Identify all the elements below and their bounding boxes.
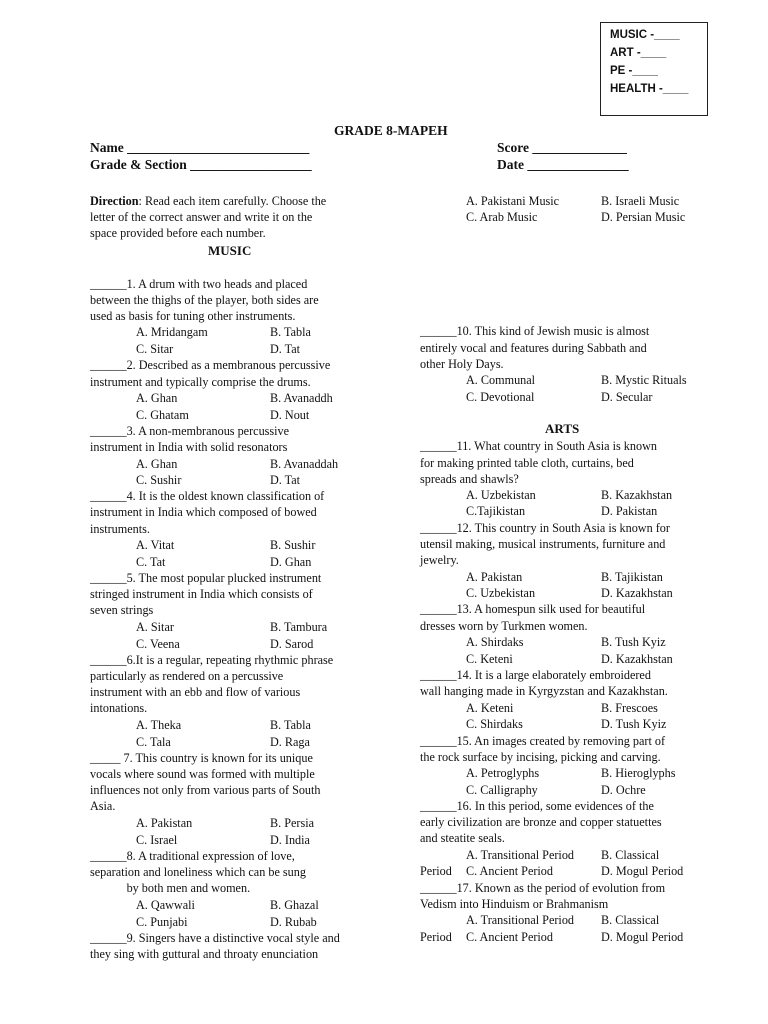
name-field[interactable]: Name ___________________________ — [90, 140, 310, 155]
q8-option-a[interactable]: A. Qawwali — [136, 898, 195, 912]
q15-line: the rock surface by incising, picking and carving. — [420, 750, 661, 764]
q1-line: used as basis for tuning other instruments. — [90, 309, 296, 323]
q6-line: intonations. — [90, 701, 148, 715]
q14-option-c[interactable]: C. Shirdaks — [466, 717, 523, 731]
q2-option-b[interactable]: B. Avanaddh — [270, 391, 333, 405]
score-box-health: HEALTH -____ — [610, 83, 689, 95]
q15-line: ______15. An images created by removing part of — [420, 734, 666, 748]
q3-line: instrument in India with solid resonators — [90, 440, 288, 454]
page-title: GRADE 8-MAPEH — [334, 123, 448, 138]
q16-option-b[interactable]: B. Classical — [601, 848, 660, 862]
q3-option-a[interactable]: A. Ghan — [136, 457, 178, 471]
q2-option-d[interactable]: D. Nout — [270, 408, 310, 422]
q16-line: and steatite seals. — [420, 831, 505, 845]
q4-option-c[interactable]: C. Tat — [136, 555, 166, 569]
q2-line: ______2. Described as a membranous percussive — [90, 358, 331, 372]
q4-line: instrument in India which composed of bowed — [90, 505, 317, 519]
q5-line: seven strings — [90, 603, 154, 617]
q11-line: for making printed table cloth, curtains, bed — [420, 456, 634, 470]
q10-option-a[interactable]: A. Communal — [466, 373, 536, 387]
direction-line-2: letter of the correct answer and write it on the — [90, 210, 313, 224]
q17-option-c[interactable]: C. Ancient Period — [466, 930, 553, 944]
q1-option-d[interactable]: D. Tat — [270, 342, 301, 356]
q14-option-b[interactable]: B. Frescoes — [601, 701, 658, 715]
q15-option-b[interactable]: B. Hieroglyphs — [601, 766, 676, 780]
q3-option-b[interactable]: B. Avanaddah — [270, 457, 339, 471]
q12-line: jewelry. — [420, 553, 459, 567]
q7-line: _____ 7. This country is known for its unique — [90, 751, 313, 765]
q8-option-b[interactable]: B. Ghazal — [270, 898, 319, 912]
q17-option-d[interactable]: D. Mogul Period — [601, 930, 684, 944]
date-field[interactable]: Date _______________ — [497, 157, 629, 172]
q11-option-c[interactable]: C.Tajikistan — [466, 504, 526, 518]
q6-line: instrument with an ebb and flow of various — [90, 685, 301, 699]
q10-line: other Holy Days. — [420, 357, 504, 371]
q9-option-d[interactable]: D. Persian Music — [601, 210, 686, 224]
q15-option-d[interactable]: D. Ochre — [601, 783, 646, 797]
q2-option-a[interactable]: A. Ghan — [136, 391, 178, 405]
q6-option-a[interactable]: A. Theka — [136, 718, 182, 732]
q15-option-a[interactable]: A. Petroglyphs — [466, 766, 540, 780]
q17-option-a[interactable]: A. Transitional Period — [466, 913, 575, 927]
q5-option-a[interactable]: A. Sitar — [136, 620, 174, 634]
q9-line: ______9. Singers have a distinctive vocal style and — [90, 931, 340, 945]
q6-option-c[interactable]: C. Tala — [136, 735, 171, 749]
q7-option-c[interactable]: C. Israel — [136, 833, 178, 847]
score-box-music: MUSIC -____ — [610, 29, 680, 41]
q5-option-b[interactable]: B. Tambura — [270, 620, 328, 634]
q17-line: Vedism into Hinduism or Brahmanism — [420, 897, 609, 911]
q1-line: between the thighs of the player, both sides are — [90, 293, 319, 307]
q7-line: Asia. — [90, 799, 116, 813]
q14-option-a[interactable]: A. Keteni — [466, 701, 514, 715]
q5-line: stringed instrument in India which consists of — [90, 587, 313, 601]
q10-option-d[interactable]: D. Secular — [601, 390, 653, 404]
q11-option-b[interactable]: B. Kazakhstan — [601, 488, 673, 502]
q6-option-d[interactable]: D. Raga — [270, 735, 310, 749]
q6-option-b[interactable]: B. Tabla — [270, 718, 311, 732]
q16-line: early civilization are bronze and copper statuettes — [420, 815, 662, 829]
q13-option-d[interactable]: D. Kazakhstan — [601, 652, 673, 666]
q14-line: ______14. It is a large elaborately embroidered — [420, 668, 651, 682]
q11-option-d[interactable]: D. Pakistan — [601, 504, 658, 518]
q8-line: by both men and women. — [90, 881, 251, 895]
q9-option-c[interactable]: C. Arab Music — [466, 210, 538, 224]
q8-line: ______8. A traditional expression of love, — [90, 849, 295, 863]
q7-option-d[interactable]: D. India — [270, 833, 310, 847]
q4-option-a[interactable]: A. Vitat — [136, 538, 175, 552]
q11-line: ______11. What country in South Asia is known — [420, 439, 657, 453]
q10-line: ______10. This kind of Jewish music is almost — [420, 324, 650, 338]
q17-option-b-cont: Period — [420, 930, 452, 944]
q8-option-c[interactable]: C. Punjabi — [136, 915, 188, 929]
q16-option-c[interactable]: C. Ancient Period — [466, 864, 553, 878]
q2-line: instrument and typically comprise the drums. — [90, 375, 311, 389]
q14-line: wall hanging made in Kyrgyzstan and Kazakhstan. — [420, 684, 668, 698]
q5-line: ______5. The most popular plucked instrument — [90, 571, 322, 585]
q12-option-c[interactable]: C. Uzbekistan — [466, 586, 536, 600]
q8-option-d[interactable]: D. Rubab — [270, 915, 317, 929]
q9-line: they sing with guttural and throaty enunciation — [90, 947, 319, 961]
q10-option-b[interactable]: B. Mystic Rituals — [601, 373, 687, 387]
q7-line: influences not only from various parts of South — [90, 783, 321, 797]
q13-option-c[interactable]: C. Keteni — [466, 652, 513, 666]
q16-option-a[interactable]: A. Transitional Period — [466, 848, 575, 862]
q3-option-d[interactable]: D. Tat — [270, 473, 301, 487]
q15-option-c[interactable]: C. Calligraphy — [466, 783, 538, 797]
score-box-pe: PE -____ — [610, 65, 658, 77]
q13-line: ______13. A homespun silk used for beautiful — [420, 602, 646, 616]
q17-line: ______17. Known as the period of evolution from — [420, 881, 666, 895]
q12-line: ______12. This country in South Asia is known for — [420, 521, 670, 535]
q7-option-b[interactable]: B. Persia — [270, 816, 315, 830]
q4-line: instruments. — [90, 522, 150, 536]
q2-option-c[interactable]: C. Ghatam — [136, 408, 189, 422]
score-field[interactable]: Score ______________ — [497, 140, 627, 155]
q16-option-b-cont: Period — [420, 864, 452, 878]
direction-line-3: space provided before each number. — [90, 226, 266, 240]
q7-option-a[interactable]: A. Pakistan — [136, 816, 193, 830]
section-music: MUSIC — [208, 243, 252, 258]
q10-option-c[interactable]: C. Devotional — [466, 390, 535, 404]
q1-line: ______1. A drum with two heads and placed — [90, 277, 308, 291]
q9-option-a[interactable]: A. Pakistani Music — [466, 194, 560, 208]
q13-option-b[interactable]: B. Tush Kyiz — [601, 635, 666, 649]
q1-option-c[interactable]: C. Sitar — [136, 342, 174, 356]
q17-option-b[interactable]: B. Classical — [601, 913, 660, 927]
q5-option-c[interactable]: C. Veena — [136, 637, 180, 651]
q4-option-b[interactable]: B. Sushir — [270, 538, 316, 552]
q11-line: spreads and shawls? — [420, 472, 519, 486]
q8-line: separation and loneliness which can be sung — [90, 865, 306, 879]
section-arts: ARTS — [545, 421, 580, 436]
q16-option-d[interactable]: D. Mogul Period — [601, 864, 684, 878]
q1-option-a[interactable]: A. Mridangam — [136, 325, 208, 339]
q7-line: vocals where sound was formed with multiple — [90, 767, 315, 781]
q3-line: ______3. A non-membranous percussive — [90, 424, 290, 438]
q6-line: ______6.It is a regular, repeating rhythmic phrase — [90, 653, 334, 667]
q13-option-a[interactable]: A. Shirdaks — [466, 635, 524, 649]
grade-section-field[interactable]: Grade & Section __________________ — [90, 157, 312, 172]
direction-line-1: Direction: Read each item carefully. Choose the — [90, 194, 327, 208]
q9-option-b[interactable]: B. Israeli Music — [601, 194, 680, 208]
q12-option-d[interactable]: D. Kazakhstan — [601, 586, 673, 600]
score-box-art: ART -____ — [610, 47, 667, 59]
q3-option-c[interactable]: C. Sushir — [136, 473, 182, 487]
q12-line: utensil making, musical instruments, furniture and — [420, 537, 666, 551]
q13-line: dresses worn by Turkmen women. — [420, 619, 588, 633]
q1-option-b[interactable]: B. Tabla — [270, 325, 311, 339]
q12-option-b[interactable]: B. Tajikistan — [601, 570, 663, 584]
q10-line: entirely vocal and features during Sabbath and — [420, 341, 647, 355]
q16-line: ______16. In this period, some evidences of the — [420, 799, 654, 813]
q6-line: particularly as rendered on a percussive — [90, 669, 284, 683]
score-box — [600, 22, 708, 116]
q4-line: ______4. It is the oldest known classification of — [90, 489, 325, 503]
direction-label: Direction — [90, 194, 139, 208]
q5-option-d[interactable]: D. Sarod — [270, 637, 314, 651]
q11-option-a[interactable]: A. Uzbekistan — [466, 488, 536, 502]
q12-option-a[interactable]: A. Pakistan — [466, 570, 523, 584]
q14-option-d[interactable]: D. Tush Kyiz — [601, 717, 667, 731]
q4-option-d[interactable]: D. Ghan — [270, 555, 312, 569]
